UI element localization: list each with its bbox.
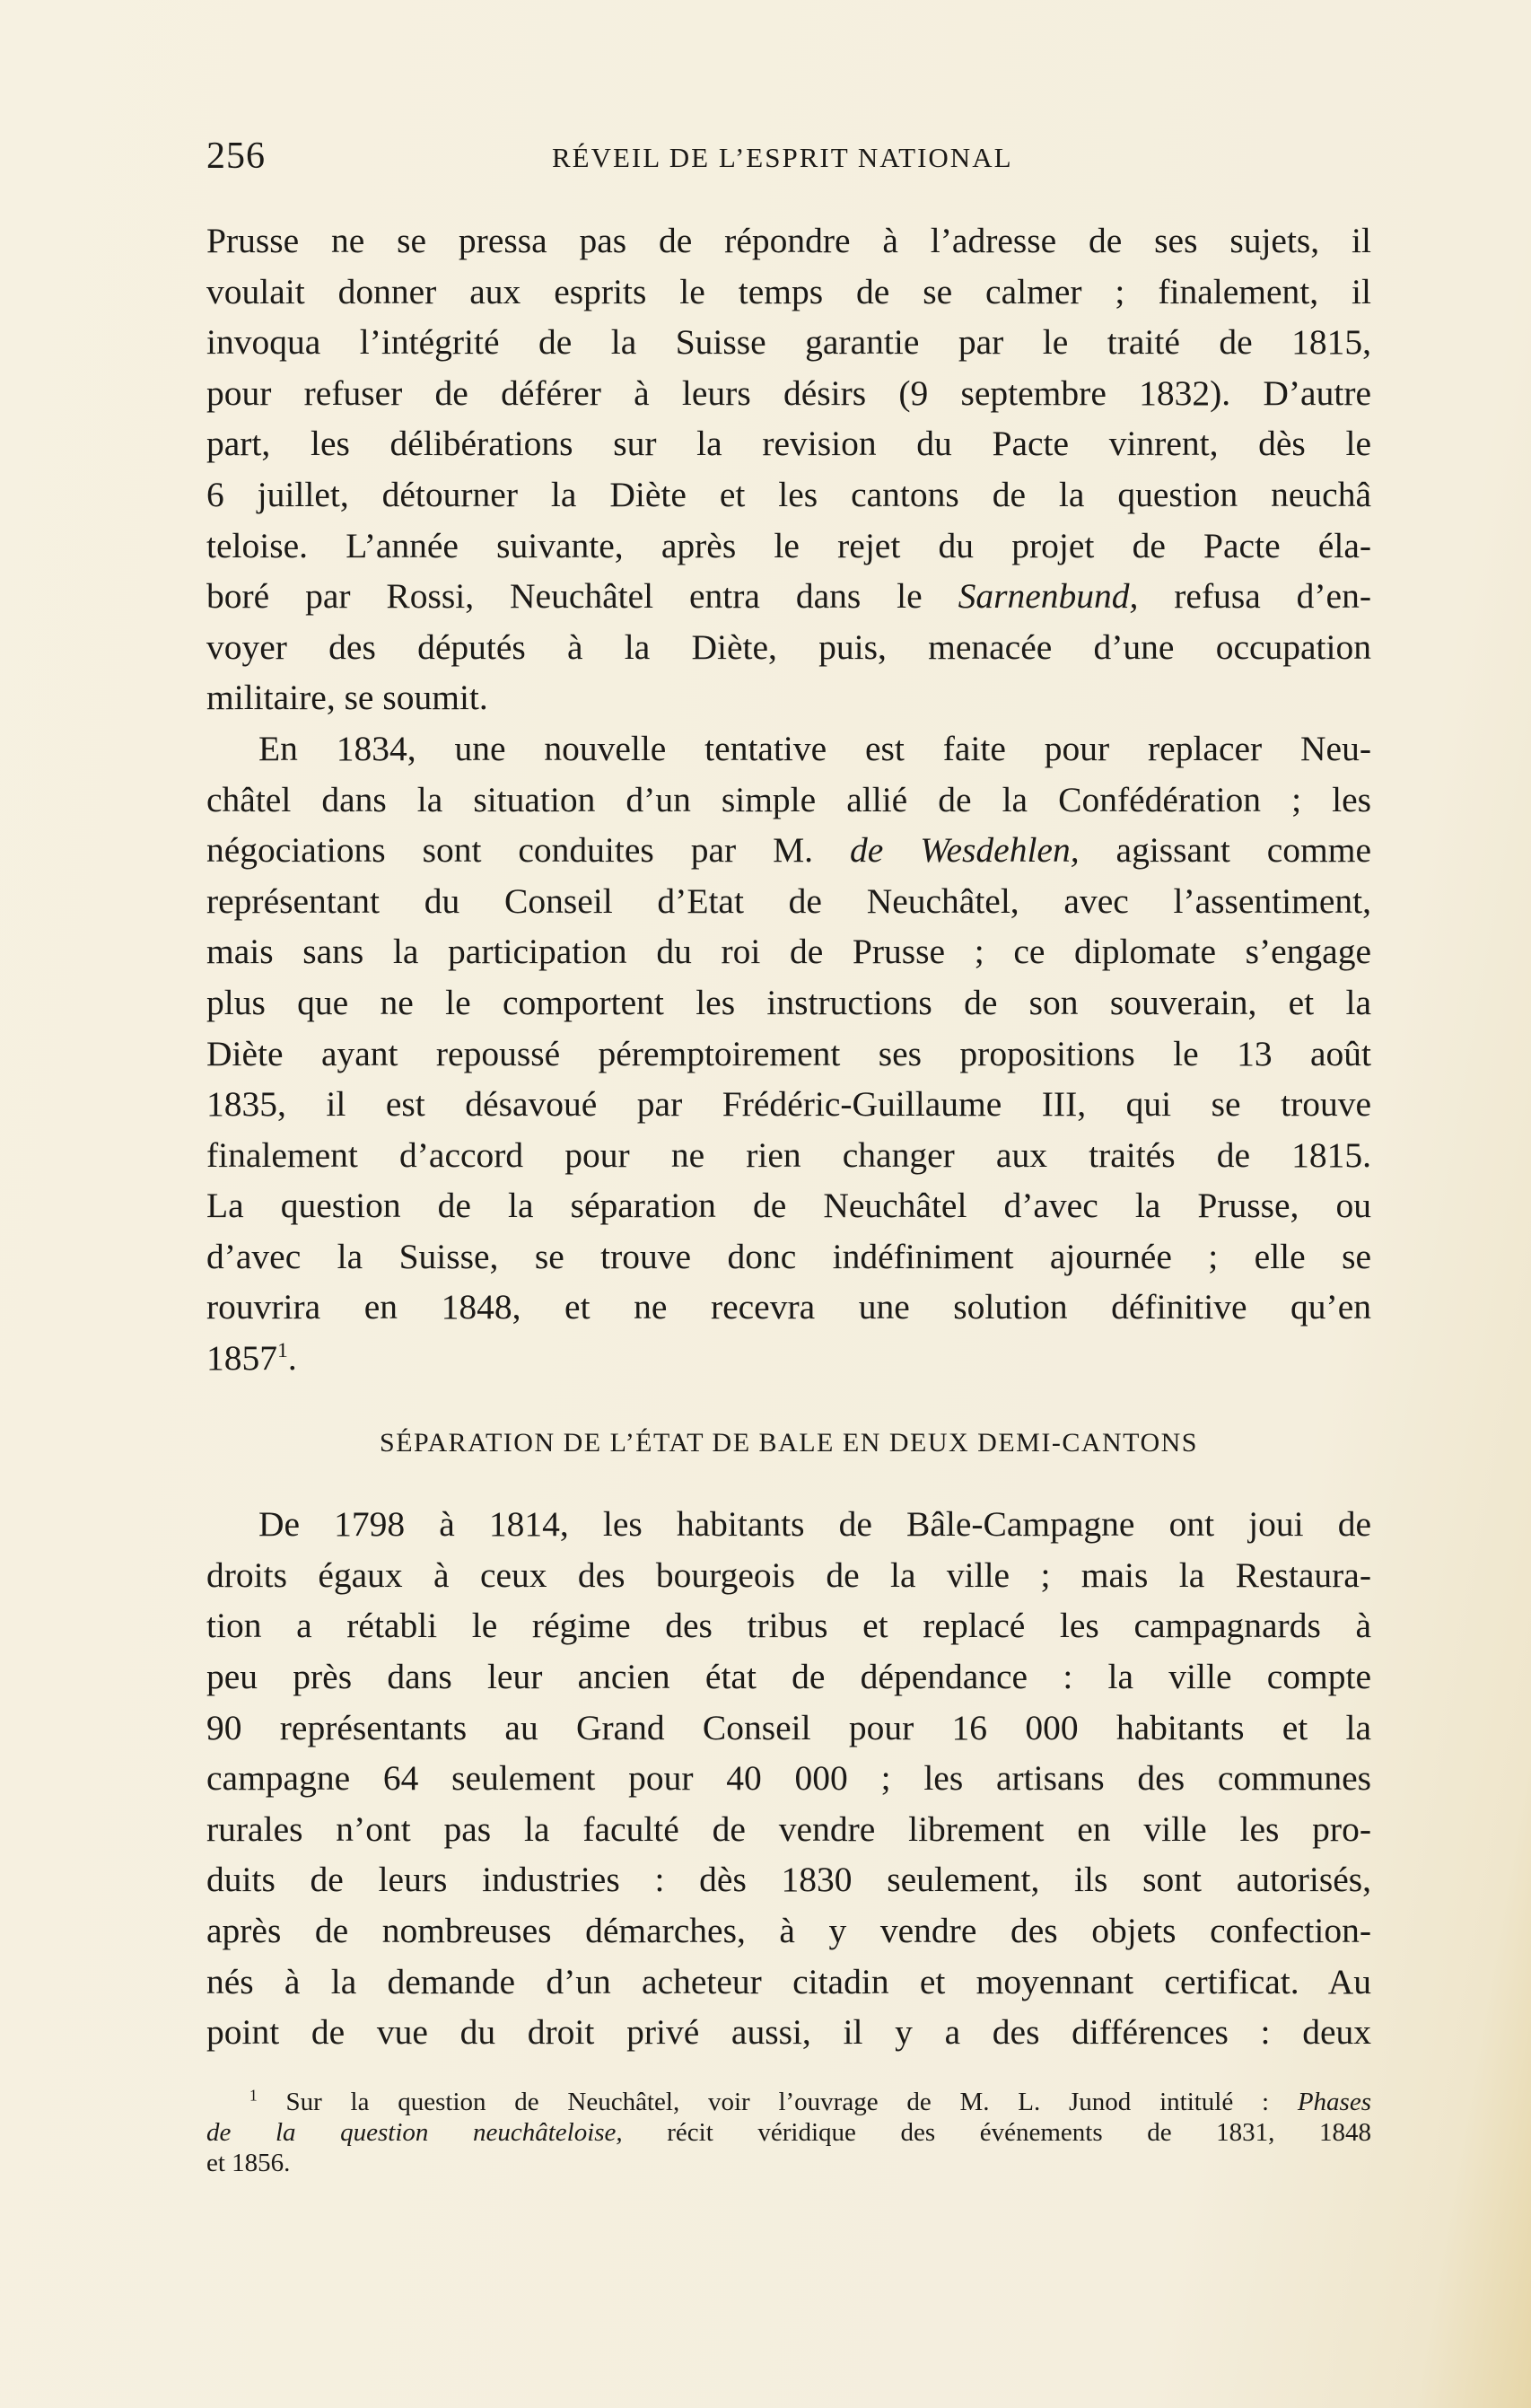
text-segment: agissant comme <box>1079 830 1371 871</box>
paragraph-1 <box>206 215 1371 723</box>
text-segment: 1857 <box>206 1338 277 1379</box>
text-line: La question de la séparation de Neuchâtel d’avec la Prusse, ou <box>206 1186 1371 1226</box>
text-line: voyer des députés à la Diète, puis, menacée d’une occupation <box>206 626 1371 667</box>
text-line: voulait donner aux esprits le temps de se calmer ; finalement, il <box>206 271 1371 311</box>
text-line <box>206 1333 1371 1384</box>
footnote-line <box>206 2117 1371 2148</box>
footnote <box>206 2087 1371 2178</box>
text-segment: Sur la question de Neuchâtel, voir l’ouvrage de M. L. Junod intitulé : <box>285 2088 1298 2116</box>
text-line: nés à la demande d’un acheteur citadin et moyennant certificat. Au <box>206 1961 1371 2001</box>
text-segment: récit véridique des événements de 1831, 1848 <box>622 2118 1371 2147</box>
text-line: pour refuser de déférer à leurs désirs (9 septembre 1832). D’autre <box>206 372 1371 413</box>
paragraph-2 <box>206 723 1371 1384</box>
text-line: part, les délibérations sur la revision du Pacte vinrent, dès le <box>206 424 1371 464</box>
text-line: teloise. L’année suivante, après le rejet du projet de Pacte éla- <box>206 525 1371 565</box>
text-line: point de vue du droit privé aussi, il y a des différences : deux <box>206 2012 1371 2053</box>
text-line: militaire, se soumit. <box>206 678 488 718</box>
text-line: après de nombreuses démarches, à y vendre des objets confection- <box>206 1911 1371 1950</box>
page-header <box>206 135 1373 180</box>
text-line: De 1798 à 1814, les habitants de Bâle-Campagne ont joui de <box>258 1504 1371 1545</box>
text-line <box>206 825 1371 876</box>
text-segment: boré par Rossi, Neuchâtel entra dans le <box>206 576 958 617</box>
running-title: RÉVEIL DE L’ESPRIT NATIONAL <box>552 142 1013 173</box>
italic-term-sarnenbund: Sarnenbund, <box>958 576 1139 617</box>
text-line: représentant du Conseil d’Etat de Neuchâtel, avec l’assentiment, <box>206 880 1371 921</box>
italic-name-wesdehlen: de Wesdehlen, <box>850 830 1080 871</box>
text-line: campagne 64 seulement pour 40 000 ; les artisans des communes <box>206 1758 1371 1799</box>
footnote-line: et 1856. <box>206 2149 291 2177</box>
text-line: d’avec la Suisse, se trouve donc indéfiniment ajournée ; elle se <box>206 1236 1371 1276</box>
text-line: finalement d’accord pour ne rien changer aux traités de 1815. <box>206 1134 1371 1175</box>
text-line: 1835, il est désavoué par Frédéric-Guillaume III, qui se trouve <box>206 1084 1371 1125</box>
italic-title: de la question neuchâteloise, <box>206 2118 623 2147</box>
text-line: 90 représentants au Grand Conseil pour 16 000 habitants et la <box>206 1707 1371 1747</box>
text-segment: refusa d’en- <box>1138 576 1371 617</box>
text-segment: négociations sont conduites par M. <box>206 830 851 871</box>
page-number: 256 <box>206 136 266 177</box>
text-line: droits égaux à ceux des bourgeois de la ville ; mais la Restaura- <box>206 1554 1371 1595</box>
text-line: En 1834, une nouvelle tentative est faite pour replacer Neu- <box>258 728 1371 768</box>
text-line <box>206 571 1371 622</box>
italic-title: Phases <box>1297 2088 1372 2116</box>
text-line: châtel dans la situation d’un simple allié de la Confédération ; les <box>206 779 1371 819</box>
footnote-line <box>206 2087 1371 2117</box>
text-line: plus que ne le comportent les instructions de son souverain, et la <box>206 982 1371 1022</box>
text-line: peu près dans leur ancien état de dépendance : la ville compte <box>206 1657 1371 1697</box>
section-title: SÉPARATION DE L’ÉTAT DE BALE EN DEUX DEMI-CANTONS <box>380 1427 1198 1458</box>
text-line: duits de leurs industries : dès 1830 seulement, ils sont autorisés, <box>206 1860 1371 1900</box>
text-line: invoqua l’intégrité de la Suisse garantie par le traité de 1815, <box>206 322 1371 363</box>
text-line: 6 juillet, détourner la Diète et les cantons de la question neuchâ <box>206 474 1371 514</box>
body-text <box>206 215 1371 2058</box>
footnote-reference[interactable]: 1 <box>277 1338 288 1362</box>
text-line: Diète ayant repoussé péremptoirement ses propositions le 13 août <box>206 1033 1371 1073</box>
text-line: tion a rétabli le régime des tribus et replacé les campagnards à <box>206 1606 1371 1646</box>
text-line: Prusse ne se pressa pas de répondre à l’adresse de ses sujets, il <box>206 221 1371 260</box>
footnote-marker: 1 <box>249 2086 258 2105</box>
paragraph-3 <box>206 1499 1371 2058</box>
text-line: rurales n’ont pas la faculté de vendre librement en ville les pro- <box>206 1808 1371 1849</box>
text-line: mais sans la participation du roi de Prusse ; ce diplomate s’engage <box>206 932 1371 972</box>
text-line: rouvrira en 1848, et ne recevra une solution définitive qu’en <box>206 1287 1371 1327</box>
text-segment: . <box>287 1338 297 1379</box>
